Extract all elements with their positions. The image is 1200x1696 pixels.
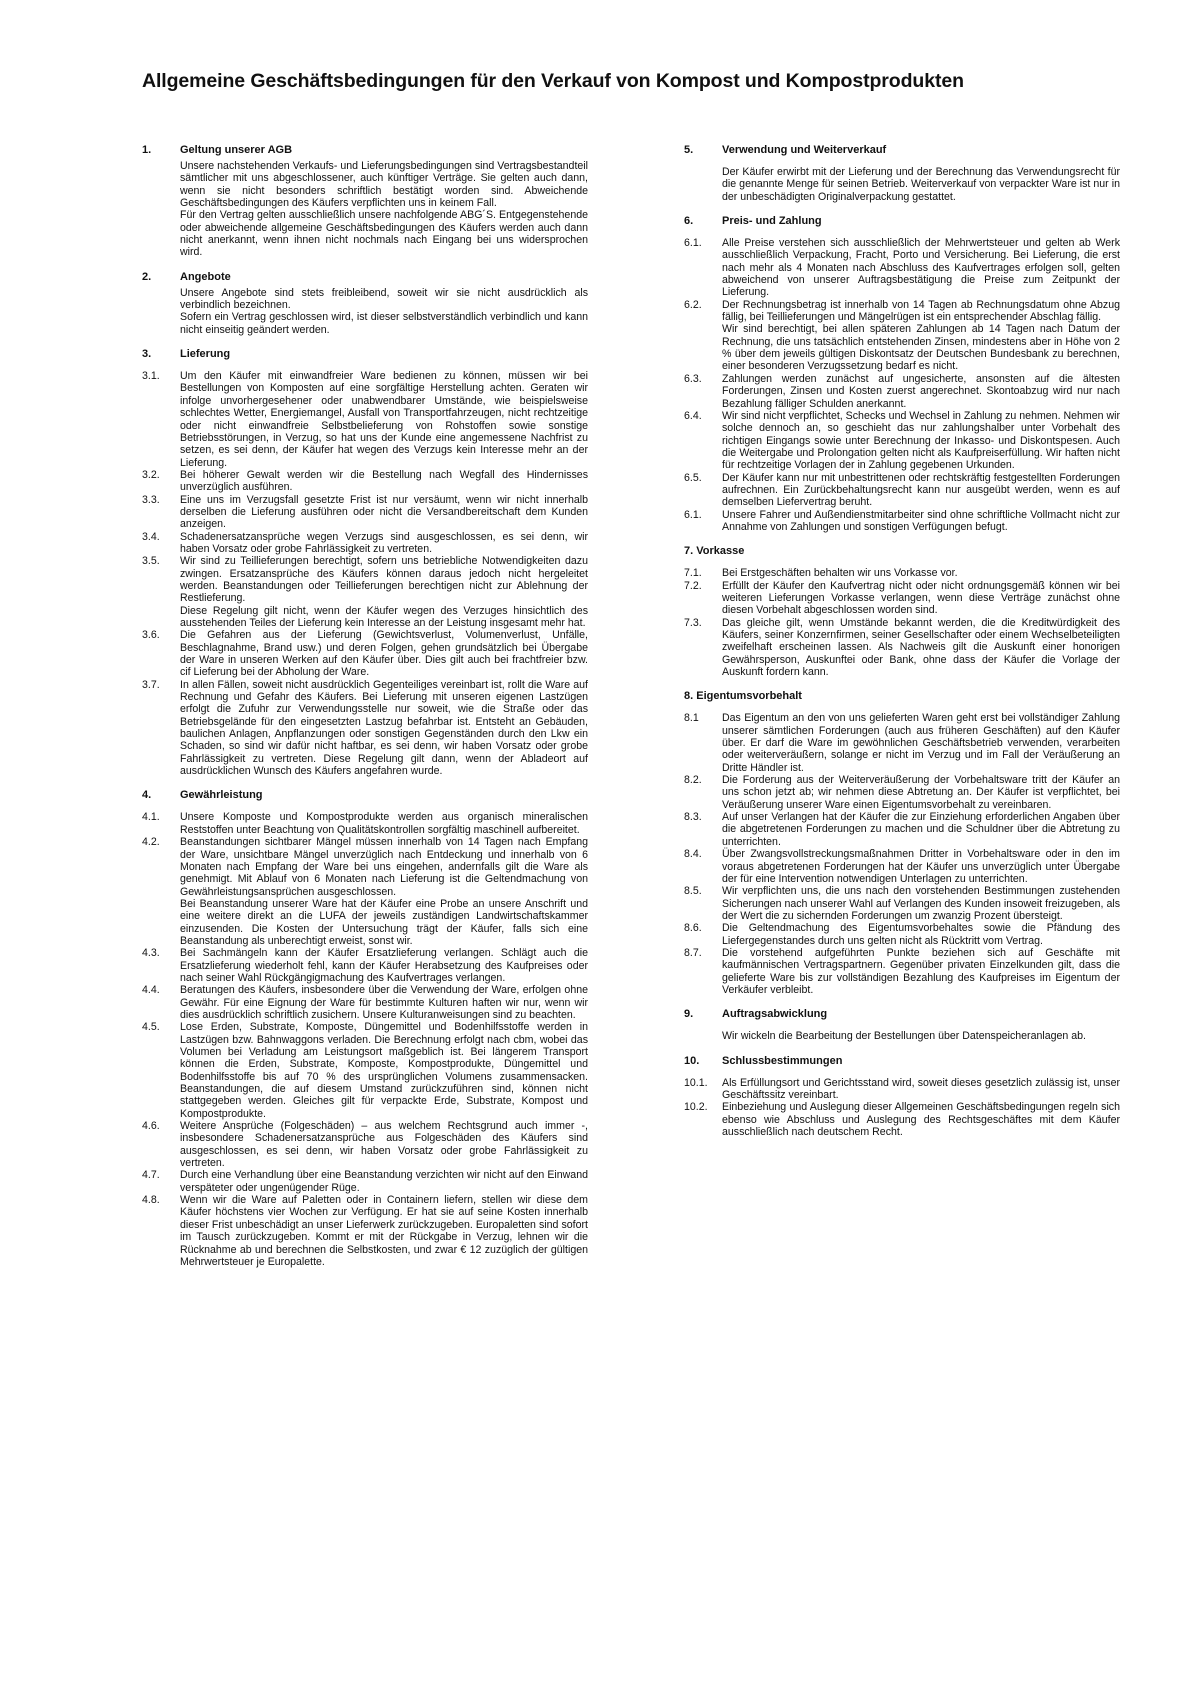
clause-number: 3.2. xyxy=(142,468,160,481)
clause-paragraph: Unsere Fahrer und Außendienstmitarbeiter sind ohne schriftliche Vollmacht nicht zur Annahme von Zahlungen und sonstigen Verfügungen befugt. xyxy=(722,508,1120,533)
clause xyxy=(684,1030,1120,1042)
clause xyxy=(684,885,1120,922)
clause xyxy=(142,287,588,336)
section-number: 3. xyxy=(142,348,152,361)
clause-number: 8.6. xyxy=(684,922,702,935)
clause-text xyxy=(180,679,588,778)
clause-number: 4.4. xyxy=(142,984,160,997)
section-number: 6. xyxy=(684,215,694,228)
clause xyxy=(142,811,588,836)
clause-paragraph: Bei Beanstandung unserer Ware hat der Käufer eine Probe an unsere Anschrift und eine weitere direkt an die LUFA der jeweils zuständigen Landwirtschaftskammer einzusenden. Die Kosten der Untersuchung trägt der Käufer, falls sich eine Beanstandung als unberechtigt erweist, sonst wir. xyxy=(180,897,588,947)
section-title: Lieferung xyxy=(180,348,231,361)
clause-number: 4.1. xyxy=(142,811,160,824)
document-title: Allgemeine Geschäftsbedingungen für den Verkauf von Kompost und Kompostprodukten xyxy=(142,70,964,92)
section xyxy=(684,545,1120,678)
clause-number: 6.3. xyxy=(684,372,702,385)
clause-paragraph: Bei höherer Gewalt werden wir die Bestellung nach Wegfall des Hindernisses unverzüglich ausführen. xyxy=(180,468,588,494)
clause-text xyxy=(722,580,1120,617)
clause-text xyxy=(722,472,1120,509)
section xyxy=(684,215,1120,533)
clause-number: 4.2. xyxy=(142,836,160,849)
clause-text xyxy=(180,1120,588,1169)
clause-text xyxy=(722,885,1120,922)
clause-number: 8.7. xyxy=(684,946,702,959)
section-number: 5. xyxy=(684,144,694,156)
clause-text xyxy=(722,373,1120,410)
clause-text xyxy=(180,555,588,629)
section-title: Gewährleistung xyxy=(180,789,263,802)
section xyxy=(142,348,588,777)
clause-text xyxy=(722,509,1120,534)
clause-paragraph: Wir sind berechtigt, bei allen späteren Zahlungen ab 14 Tagen nach Datum der Rechnung, die uns tatsächlich entstehenden Zinsen, mindestens aber in Höhe von 2 % über dem jeweils gültigen Diskontsatz der Deutschen Bundesbank zu berechnen, einer besonderen Verzugssetzung bedarf es nicht. xyxy=(722,323,1120,373)
section-heading xyxy=(142,271,588,284)
section-title: Auftragsabwicklung xyxy=(722,1008,828,1021)
clause-paragraph: Alle Preise verstehen sich ausschließlich der Mehrwertsteuer und gelten ab Werk ausschließlich Verpackung, Fracht, Porto und Versicherung. Bei Lieferung, die erst nach mehr als 4 Monaten nach Abschluss des Kaufvertrages erfolgen soll, gelten abweichend von unserer Auftragsbestätigung die Preise zum Zeitpunkt der Lieferung. xyxy=(722,237,1120,299)
clause-number: 6.5. xyxy=(684,471,702,484)
clause-number: 8.3. xyxy=(684,811,702,824)
left-column xyxy=(142,144,588,1280)
clause-text xyxy=(722,1077,1120,1102)
clause-number: 8.4. xyxy=(684,848,702,861)
section xyxy=(684,1055,1120,1139)
clause-text xyxy=(722,166,1120,203)
clause-number xyxy=(142,160,180,259)
clause-text xyxy=(180,531,588,556)
clause-number: 7.3. xyxy=(684,616,702,629)
clause-number xyxy=(684,1030,722,1042)
clause-paragraph: Wenn wir die Ware auf Paletten oder in Containern liefern, stellen wir diese dem Käufer höchstens vier Wochen zur Verfügung. Er hat sie auf seine Kosten innerhalb dieser Frist unbeschädigt an unser Lieferwerk zurückzugeben. Europaletten sind sofort im Tausch zurückzugeben. Kommt er mit der Rückgabe in Verzug, lehnen wir die Rücknahme ab und berechnen die Selbstkosten, und zwar € 12 zuzüglich der gültigen Mehrwertsteuer je Europalette. xyxy=(180,1194,588,1268)
clause-text xyxy=(180,836,588,947)
section-title: Preis- und Zahlung xyxy=(722,215,822,228)
section-title: Angebote xyxy=(180,270,231,283)
section-title: 7. Vorkasse xyxy=(684,545,745,558)
clause-paragraph: Wir wickeln die Bearbeitung der Bestellungen über Datenspeicheranlagen ab. xyxy=(722,1030,1086,1043)
section-number: 2. xyxy=(142,270,152,283)
section-heading xyxy=(684,144,1120,157)
clause-number xyxy=(684,166,722,203)
clause-paragraph: Wir sind zu Teillieferungen berechtigt, sofern uns betriebliche Notwendigkeiten dazu zwingen. Ersatzansprüche des Käufers können daraus jedoch nicht hergeleitet werden. Beanstandungen oder Teillieferungen berechtigen nicht zur Ablehnung der Restlieferung. xyxy=(180,555,588,605)
clause-text xyxy=(180,1194,588,1268)
clause-paragraph: Unsere Angebote sind stets freibleibend, soweit wir sie nicht ausdrücklich als verbindlich bezeichnen. xyxy=(180,286,588,312)
clause-number: 6.1. xyxy=(684,237,702,250)
section-number: 10. xyxy=(684,1054,700,1067)
clause-number: 10.2. xyxy=(684,1101,708,1114)
clause-text xyxy=(722,617,1120,679)
clause-paragraph: Unsere nachstehenden Verkaufs- und Lieferungsbedingungen sind Vertragsbestandteil sämtlicher mit uns abgeschlossener, auch künftiger Verträge. Sie gelten auch dann, wenn sie nicht besonders schriftlich bestätigt worden sind. Abweichende Geschäftsbedingungen des Käufers verpflichten uns in keinem Fall. xyxy=(180,160,588,210)
clause-text xyxy=(722,811,1120,848)
clause xyxy=(142,531,588,556)
clause-number: 4.8. xyxy=(142,1194,160,1207)
clause-number: 6.1. xyxy=(684,508,702,521)
clause-text xyxy=(180,1021,588,1120)
clause xyxy=(142,370,588,469)
clause-text xyxy=(722,410,1120,472)
clause xyxy=(142,629,588,678)
clause-text xyxy=(180,370,588,469)
clause-text xyxy=(722,848,1120,885)
clause xyxy=(684,472,1120,509)
clause-text xyxy=(722,712,1120,774)
clause-number: 8.2. xyxy=(684,774,702,787)
clause-paragraph: Um den Käufer mit einwandfreier Ware bedienen zu können, müssen wir bei Bestellungen von Komposten auf eine sorgfältige Herstellung achten. Geraten wir infolge unvorhergesehener oder unabwendbarer Umstände, wie beispielsweise schlechtes Wetter, Energiemangel, Ausfall von Transportfahrzeugen, nicht rechtzeitige oder nicht einwandfreie Selbstbelieferung von Rohstoffen sowie sonstige Betriebsstörungen, in Verzug, so hat uns der Kunde eine angemessene Nachfrist zu setzen, es sei denn, der Käufer hat wegen des Verzugs kein Interesse mehr an der Lieferung. xyxy=(180,370,588,469)
clause-paragraph: Beanstandungen sichtbarer Mängel müssen innerhalb von 14 Tagen nach Empfang der Ware, unsichtbare Mängel unverzüglich nach Entdeckung und innerhalb von 6 Monaten nach Empfang der Ware bei uns eingehen, andernfalls gilt die Ware als genehmigt. Mit Ablauf von 6 Monaten nach Lieferung ist die Geltendmachung von Gewährleistungsansprüchen ausgeschlossen. xyxy=(180,836,588,898)
clause xyxy=(142,836,588,947)
clause-paragraph: Für den Vertrag gelten ausschließlich unsere nachfolgende ABG´S. Entgegenstehende oder abweichende allgemeine Geschäftsbedingungen des Käufers werden auch dann nicht anerkannt, wenn ihnen nicht nochmals nach Eingang bei uns widersprochen wird. xyxy=(180,209,588,259)
clause-paragraph: Der Rechnungsbetrag ist innerhalb von 14 Tagen ab Rechnungsdatum ohne Abzug fällig, bei Teillieferungen und Mängelrügen ist ein entsprechender Abschlag fällig. xyxy=(722,298,1120,324)
section xyxy=(142,789,588,1268)
clause-paragraph: In allen Fällen, soweit nicht ausdrücklich Gegenteiliges vereinbart ist, rollt die Ware auf Rechnung und Gefahr des Käufers. Bei Lieferung mit unseren eigenen Lastzügen erfolgt die Zufuhr zur Verwendungsstelle nur soweit, wie die Straße oder das Betriebsgelände für den eingesetzten Lastzug befahrbar ist. Entsteht an Gebäuden, baulichen Anlagen, Anpflanzungen oder sonstigen Gegenständen durch den Lkw ein Schaden, so sind wir dafür nicht haftbar, es sei denn, wir haben Vorsatz oder grobe Fahrlässigkeit zu vertreten. Diese Regelung gilt dann, wenn der Abladeort auf ausdrücklichen Wunsch des Käufers angefahren wurde. xyxy=(180,678,588,778)
section-number: 4. xyxy=(142,789,152,802)
clause-paragraph: Die vorstehend aufgeführten Punkte beziehen sich auf Geschäfte mit kaufmännischen Vertragspartnern. Gegenüber privaten Einzelkunden gilt, dass die gelieferte Ware bis zur vollständigen Bezahlung des Kaufpreises im Eigentum der Verkäufer verbleibt. xyxy=(722,946,1120,996)
clause-number: 3.7. xyxy=(142,678,160,691)
clause-paragraph: Über Zwangsvollstreckungsmaßnahmen Dritter in Vorbehaltsware oder in den im voraus abgetretenen Forderungen hat der Käufer uns unverzüglich unter Übergabe der für eine Intervention notwendigen Unterlagen zu unterrichten. xyxy=(722,848,1120,885)
clause-number: 3.6. xyxy=(142,629,160,642)
clause-number: 4.3. xyxy=(142,947,160,960)
clause xyxy=(142,1021,588,1120)
clause xyxy=(684,922,1120,947)
clause-paragraph: Die Gefahren aus der Lieferung (Gewichtsverlust, Volumenverlust, Unfälle, Beschlagnahme, Brand usw.) und deren Folgen, gehen grundsätzlich bei Übergabe der Ware in unseren Werken auf den Käufer über. Dies gilt auch bei frachtfreier bzw. cif Lieferung bei der Abholung der Ware. xyxy=(180,629,588,679)
clause xyxy=(684,947,1120,996)
clause-number: 10.1. xyxy=(684,1076,708,1089)
clause-paragraph: Diese Regelung gilt nicht, wenn der Käufer wegen des Verzuges hinsichtlich des ausstehenden Teiles der Lieferung kein Interesse an der Leistung insgesamt mehr hat. xyxy=(180,604,588,629)
clause-text xyxy=(180,629,588,678)
clause xyxy=(684,1101,1120,1138)
section-heading xyxy=(142,789,588,802)
clause-paragraph: Unsere Komposte und Kompostprodukte werden aus organisch mineralischen Reststoffen unter Beachtung von Qualitätskontrollen sorgfältig maschinell aufbereitet. xyxy=(180,811,588,836)
section xyxy=(684,690,1120,996)
columns xyxy=(142,144,1120,1280)
clause-text xyxy=(722,567,1120,579)
section-title: Verwendung und Weiterverkauf xyxy=(722,144,887,156)
clause-paragraph: Weitere Ansprüche (Folgeschäden) – aus welchem Rechtsgrund auch immer -, insbesondere Schadenersatzansprüche aus Folgeschäden des Käufers sind ausgeschlossen, es sei denn, wir haben Vorsatz oder grobe Fahrlässigkeit zu vertreten. xyxy=(180,1120,588,1170)
clause xyxy=(684,1077,1120,1102)
section-title: 8. Eigentumsvorbehalt xyxy=(684,690,802,703)
clause-paragraph: Lose Erden, Substrate, Komposte, Düngemittel und Bodenhilfsstoffe werden in Lastzügen bzw. Bahnwaggons verladen. Die Berechnung erfolgt nach cbm, wobei das Volumen bei Verladung am Leistungsort maßgeblich ist. Bei längerem Transport können die Erden, Substrate, Komposte, Kompostprodukte, Düngemittel und Bodenhilfsstoffe bis auf 70 % des ursprünglichen Volumens zusammensacken. Beanstandungen, die auf diesem Umstand zurückzuführen sind, können nicht stattgegeben werden. Gleiches gilt für verpackte Erde, Substrate, Kompost und Kompostprodukte. xyxy=(180,1021,588,1120)
clause-paragraph: Sofern ein Vertrag geschlossen wird, ist dieser selbstverständlich verbindlich und kann nicht einseitig geändert werden. xyxy=(180,311,588,336)
section-title: Geltung unserer AGB xyxy=(180,144,293,156)
clause-number xyxy=(142,287,180,336)
clause-paragraph: Wir verpflichten uns, die uns nach den vorstehenden Bestimmungen zustehenden Sicherungen nach unserer Wahl auf Verlangen des Kunden insoweit freizugeben, als der Wert die zu sichernden Forderungen um zwanzig Prozent übersteigt. xyxy=(722,885,1120,922)
clause xyxy=(142,469,588,494)
section-number: 1. xyxy=(142,144,152,156)
clause xyxy=(684,712,1120,774)
section-heading xyxy=(684,1055,1120,1068)
clause-paragraph: Erfüllt der Käufer den Kaufvertrag nicht oder nicht ordnungsgemäß können wir bei weiteren Lieferungen Vorkasse verlangen, wenn diese Verträge zunächst ohne diesen Vorbehalt abgeschlossen worden sind. xyxy=(722,579,1120,617)
section-heading xyxy=(684,1008,1120,1021)
clause xyxy=(142,1194,588,1268)
section-heading xyxy=(684,545,1120,558)
clause-number: 4.5. xyxy=(142,1021,160,1034)
clause-number: 8.5. xyxy=(684,885,702,898)
clause-paragraph: Bei Erstgeschäften behalten wir uns Vorkasse vor. xyxy=(722,567,958,580)
clause xyxy=(684,580,1120,617)
clause xyxy=(142,1169,588,1194)
clause xyxy=(684,617,1120,679)
clause-number: 3.5. xyxy=(142,555,160,568)
section-title: Schlussbestimmungen xyxy=(722,1054,843,1067)
clause xyxy=(142,947,588,984)
clause-text xyxy=(180,811,588,836)
clause-paragraph: Einbeziehung und Auslegung dieser Allgemeinen Geschäftsbedingungen regeln sich ebenso wie Abschluss und Auslegung des Rechtsgeschäftes mit dem Käufer ausschließlich nach deutschem Recht. xyxy=(722,1101,1120,1138)
clause xyxy=(684,299,1120,373)
clause-paragraph: Schadenersatzansprüche wegen Verzugs sind ausgeschlossen, es sei denn, wir haben Vorsatz oder grobe Fahrlässigkeit zu vertreten. xyxy=(180,530,588,555)
clause-paragraph: Die Forderung aus der Weiterveräußerung der Vorbehaltsware tritt der Käufer an uns schon jetzt ab; wir nehmen diese Abtretung an. Der Käufer ist verpflichtet, bei Veräußerung unserer Ware einen Eigentumsvorbehalt zu vereinbaren. xyxy=(722,774,1120,811)
section xyxy=(684,144,1120,203)
clause-paragraph: Als Erfüllungsort und Gerichtsstand wird, soweit dieses gesetzlich zulässig ist, unser Geschäftssitz vereinbart. xyxy=(722,1076,1120,1101)
clause-paragraph: Wir sind nicht verpflichtet, Schecks und Wechsel in Zahlung zu nehmen. Nehmen wir solche dennoch an, so geschieht das nur zahlungshalber unter Vorbehalt des richtigen Eingangs sowie unter Berechnung der Inkasso- und Diskontspesen. Auch die Weitergabe und Prolongation gelten nicht als Kaufpreiserfüllung. Wir haften nicht für rechtzeitige Vorlagen der in Zahlung gegebenen Urkunden. xyxy=(722,409,1120,472)
clause-number: 7.2. xyxy=(684,579,702,592)
clause-text xyxy=(180,160,588,259)
clause-text xyxy=(180,984,588,1021)
clause-number: 4.6. xyxy=(142,1120,160,1133)
section-heading xyxy=(684,215,1120,228)
clause xyxy=(684,774,1120,811)
clause-text xyxy=(722,1101,1120,1138)
clause-number: 8.1 xyxy=(684,712,699,725)
clause xyxy=(684,410,1120,472)
clause xyxy=(684,373,1120,410)
clause-number: 4.7. xyxy=(142,1169,160,1182)
clause xyxy=(142,555,588,629)
clause-text xyxy=(722,922,1120,947)
clause-paragraph: Eine uns im Verzugsfall gesetzte Frist ist nur versäumt, wenn wir nicht innerhalb derselben die Lieferung ausführen oder nicht die Versandbereitschaft dem Kunden anzeigen. xyxy=(180,493,588,531)
clause xyxy=(684,811,1120,848)
section-heading xyxy=(142,348,588,361)
clause-paragraph: Das gleiche gilt, wenn Umstände bekannt werden, die die Kreditwürdigkeit des Käufers, seiner Konzernfirmen, seiner Gesellschafter oder einem Wechselbeteiligten zweifelhaft erscheinen lassen. Als Nachweis gilt die Auskunft einer honorigen Gewährsperson, Auskunftei oder Bank, ohne dass der Käufer die Vorlage der Auskunft fordern kann. xyxy=(722,616,1120,679)
clause-text xyxy=(180,494,588,531)
clause xyxy=(142,984,588,1021)
clause-text xyxy=(180,287,588,336)
clause-number: 3.4. xyxy=(142,530,160,543)
clause-text xyxy=(180,947,588,984)
right-column xyxy=(684,144,1120,1280)
section xyxy=(684,1008,1120,1042)
clause-paragraph: Beratungen des Käufers, insbesondere über die Verwendung der Ware, erfolgen ohne Gewähr. Für eine Eignung der Ware für bestimmte Kulturen haften wir nur, wenn wir dies ausdrücklich schriftlich zusichern. Unsere Kulturanweisungen sind zu beachten. xyxy=(180,984,588,1021)
clause-text xyxy=(722,237,1120,299)
clause-paragraph: Das Eigentum an den von uns gelieferten Waren geht erst bei vollständiger Zahlung unserer sämtlichen Forderungen (auch aus früheren Geschäften) auf den Käufer über. Er darf die Ware im gewöhnlichen Geschäftsbetrieb verwenden, verarbeiten oder weiterveräußern, solange er nicht im Verzug und im Fall der Veräußerung an Dritte Händler ist. xyxy=(722,712,1120,774)
clause xyxy=(142,494,588,531)
section xyxy=(142,271,588,336)
clause-paragraph: Der Käufer erwirbt mit der Lieferung und der Berechnung das Verwendungsrecht für die genannte Menge für seinen Betrieb. Weiterverkauf von verpackter Ware ist nur in der unbeschädigten Originalverpackung gestattet. xyxy=(722,166,1120,203)
clause-paragraph: Zahlungen werden zunächst auf ungesicherte, ansonsten auf die ältesten Forderungen, Zinsen und Kosten zuerst angerechnet. Skontoabzug wird nur nach Bezahlung fälliger Schulden anerkannt. xyxy=(722,372,1120,410)
clause-paragraph: Auf unser Verlangen hat der Käufer die zur Einziehung erforderlichen Angaben über die abgetretenen Forderungen zu machen und die Schuldner über die Abtretung zu unterrichten. xyxy=(722,811,1120,848)
clause-text xyxy=(180,1169,588,1194)
clause xyxy=(684,237,1120,299)
section-heading xyxy=(684,690,1120,703)
clause-paragraph: Durch eine Verhandlung über eine Beanstandung verzichten wir nicht auf den Einwand verspäteter oder ungenügender Rüge. xyxy=(180,1169,588,1194)
clause-paragraph: Die Geltendmachung des Eigentumsvorbehaltes sowie die Pfändung des Liefergegenstandes durch uns gelten nicht als Rücktritt vom Vertrag. xyxy=(722,922,1120,947)
clause xyxy=(142,160,588,259)
clause xyxy=(684,509,1120,534)
clause-number: 3.1. xyxy=(142,370,160,383)
clause-text xyxy=(722,1030,1120,1042)
clause xyxy=(684,848,1120,885)
section-number: 9. xyxy=(684,1008,694,1021)
section-heading xyxy=(142,144,588,157)
clause-number: 6.2. xyxy=(684,298,702,311)
clause-text xyxy=(722,774,1120,811)
clause xyxy=(684,166,1120,203)
clause-paragraph: Der Käufer kann nur mit unbestrittenen oder rechtskräftig festgestellten Forderungen aufrechnen. Ein Zurückbehaltungsrecht kann nur ausgeübt werden, wenn es auf demselben Liefervertrag beruht. xyxy=(722,471,1120,509)
clause-number: 7.1. xyxy=(684,567,702,580)
clause-text xyxy=(722,947,1120,996)
clause xyxy=(684,567,1120,579)
clause xyxy=(142,679,588,778)
clause-text xyxy=(722,299,1120,373)
clause-number: 3.3. xyxy=(142,493,160,506)
clause-text xyxy=(180,469,588,494)
clause xyxy=(142,1120,588,1169)
clause-number: 6.4. xyxy=(684,409,702,422)
clause-paragraph: Bei Sachmängeln kann der Käufer Ersatzlieferung verlangen. Schlägt auch die Ersatzlieferung wiederholt fehl, kann der Käufer Herabsetzung des Kaufpreises oder nach seiner Wahl Rückgängigmachung des Kaufvertrages verlangen. xyxy=(180,947,588,984)
section xyxy=(142,144,588,259)
